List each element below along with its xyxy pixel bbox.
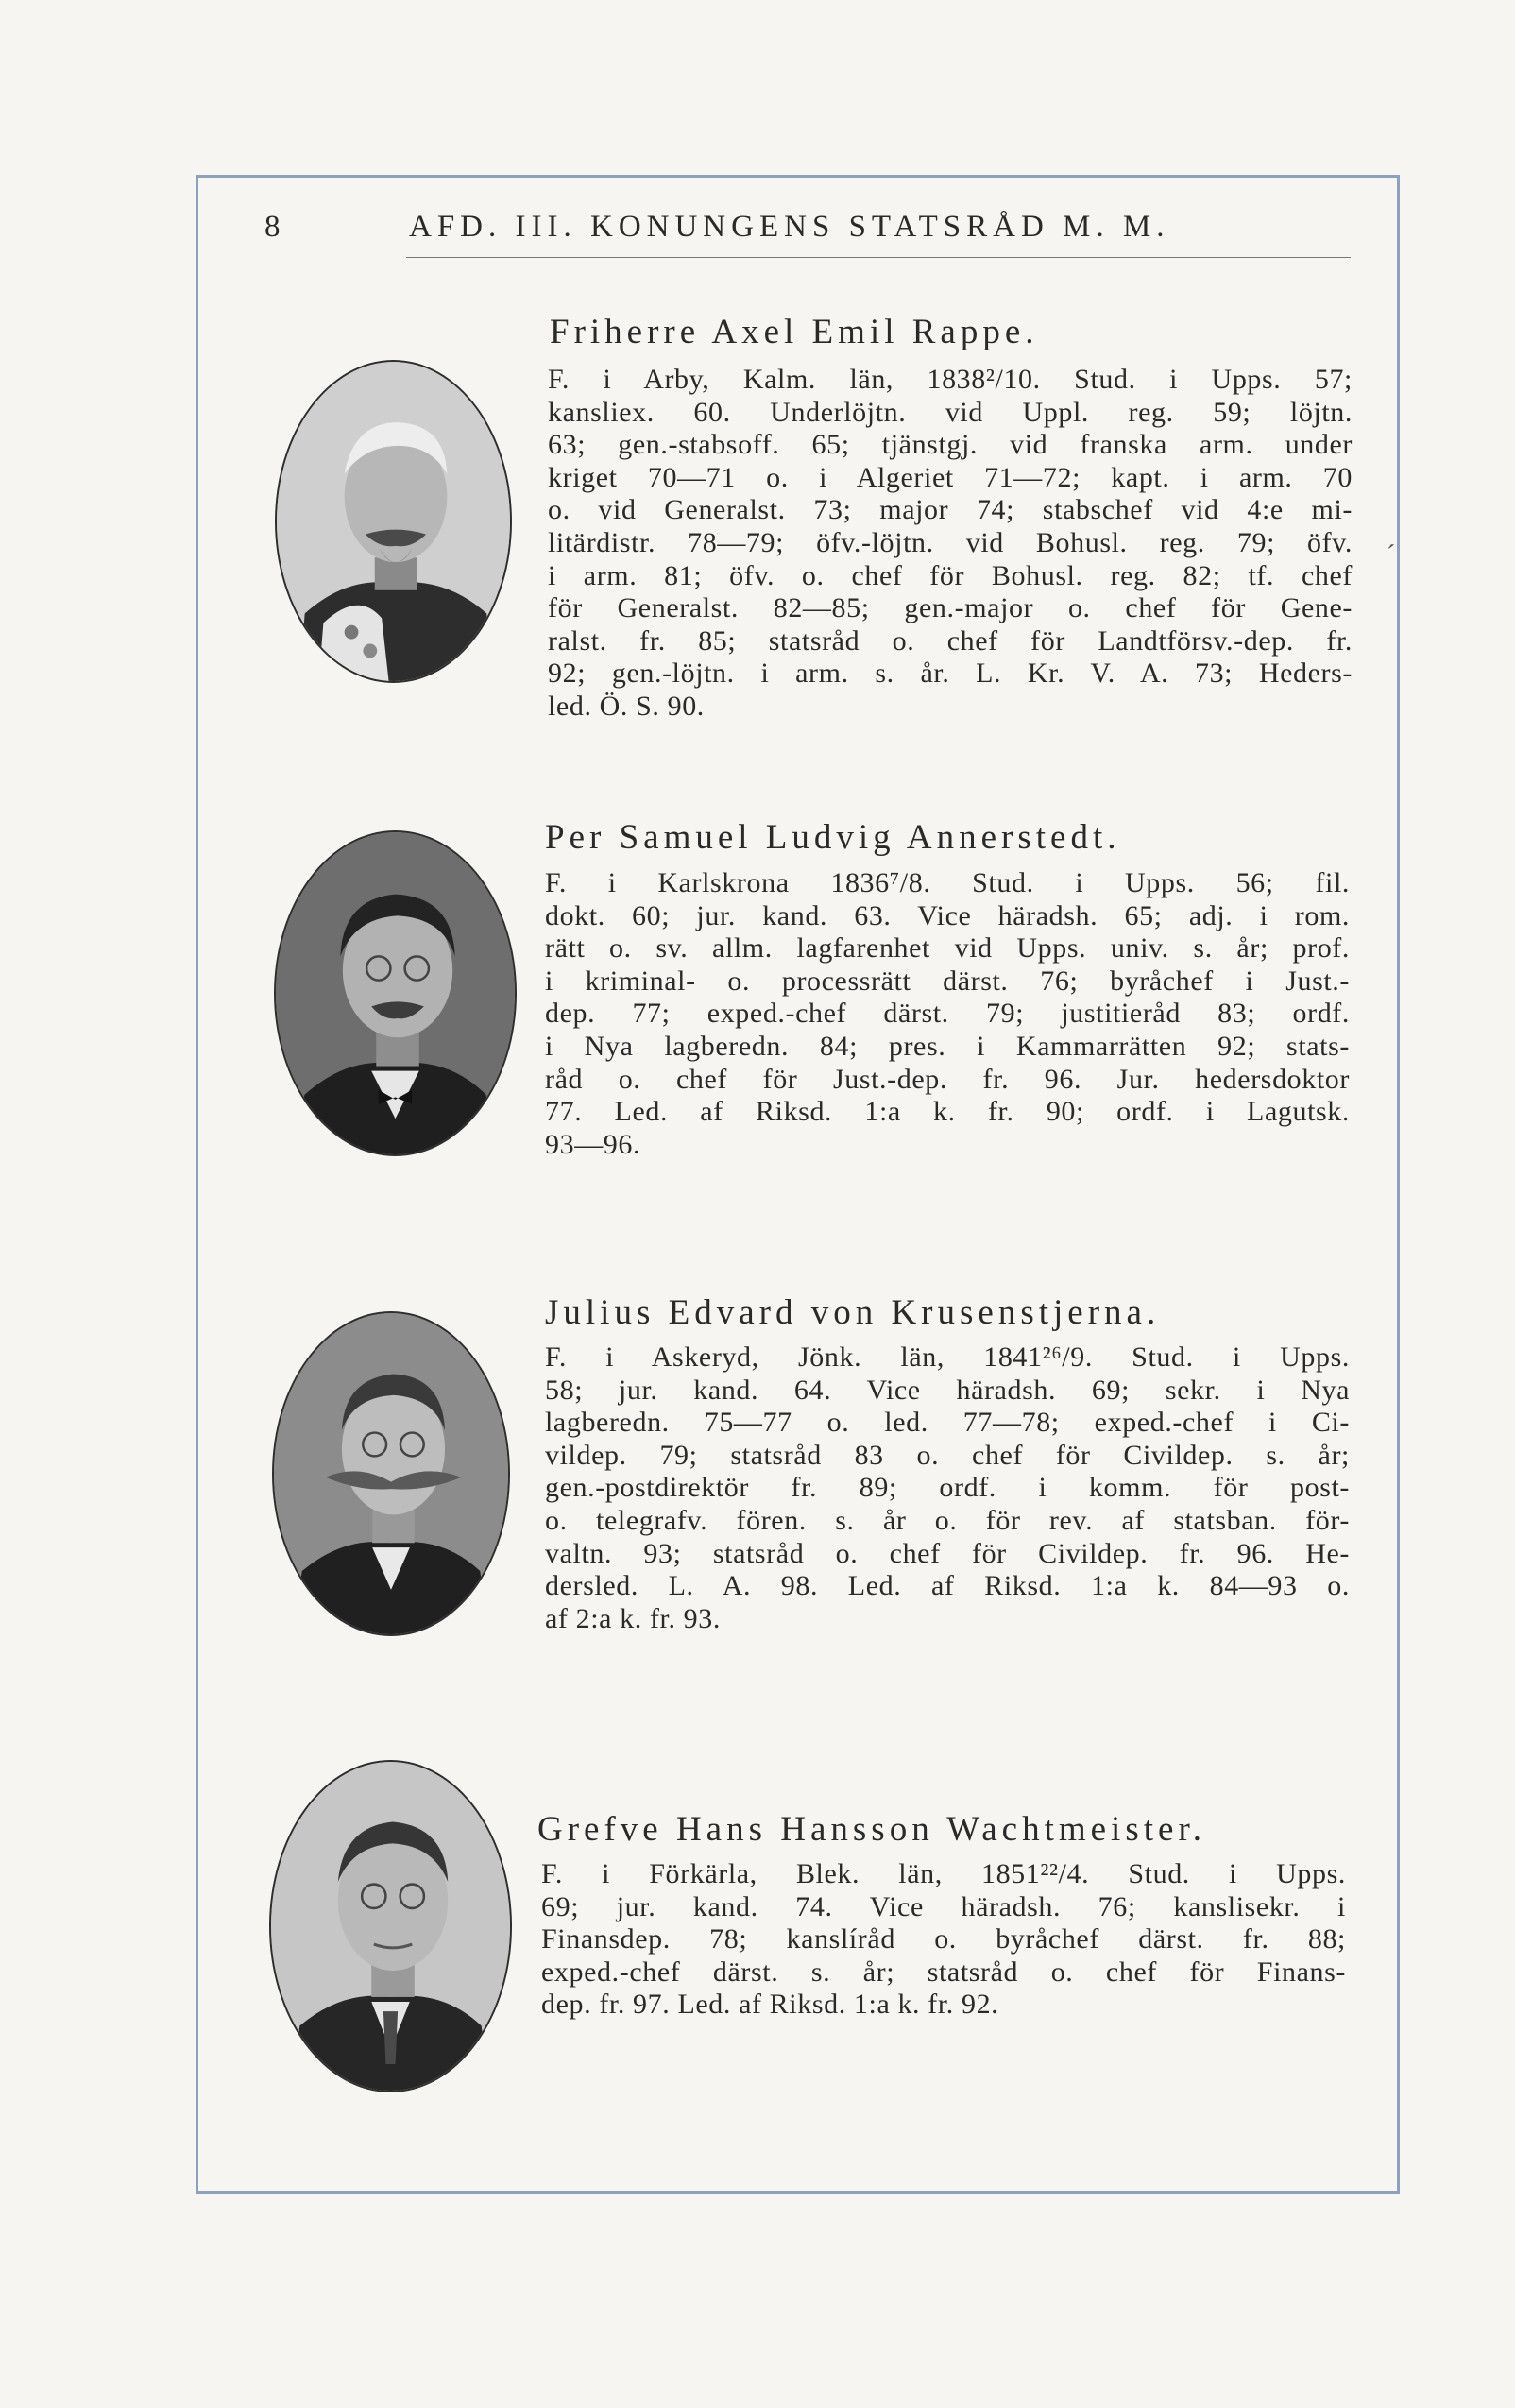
- bio-line: ralst. fr. 85; statsråd o. chef för Landtförsv.-dep. fr.: [548, 624, 1353, 657]
- running-title: AFD. III. KONUNGENS STATSRÅD M. M.: [409, 210, 1170, 244]
- bio-line: 58; jur. kand. 64. Vice häradsh. 69; sekr. i Nya: [545, 1374, 1350, 1406]
- bio-line: led. Ö. S. 90.: [548, 690, 705, 722]
- portrait-krusenstjerna: [272, 1311, 510, 1636]
- bio-line: kansliex. 60. Underlöjtn. vid Uppl. reg. 59; löjtn.: [548, 396, 1353, 428]
- bio-line: i kriminal- o. processrätt därst. 76; byråchef i Just.-: [545, 965, 1350, 997]
- page-number: 8: [264, 210, 285, 244]
- bio-line: i arm. 81; öfv. o. chef för Bohusl. reg. 82; tf. chef: [548, 559, 1353, 591]
- bio-line: vildep. 79; statsråd 83 o. chef för Civildep. s. år;: [545, 1439, 1350, 1471]
- header-rule: [406, 257, 1351, 258]
- bio-line: dokt. 60; jur. kand. 63. Vice häradsh. 65; adj. i rom.: [545, 899, 1350, 931]
- bio-line: 93—96.: [545, 1128, 641, 1160]
- bio-line: råd o. chef för Just.-dep. fr. 96. Jur. hedersdoktor: [545, 1063, 1350, 1095]
- bio-line: för Generalst. 82—85; gen.-major o. chef för Gene-: [548, 592, 1353, 624]
- entry-name: Julius Edvard von Krusenstjerna.: [545, 1293, 1161, 1332]
- entry-bio: [545, 867, 1350, 1161]
- entry-bio: [541, 1858, 1346, 2022]
- bio-line: F. i Askeryd, Jönk. län, 1841²⁶/9. Stud. i Upps.: [545, 1341, 1350, 1373]
- bio-line: litärdistr. 78—79; öfv.-löjtn. vid Bohusl. reg. 79; öfv.: [548, 526, 1353, 558]
- bio-line: F. i Arby, Kalm. län, 1838²/10. Stud. i Upps. 57;: [548, 364, 1353, 395]
- bio-line: af 2:a k. fr. 93.: [545, 1602, 721, 1634]
- bio-line: lagberedn. 75—77 o. led. 77—78; exped.-chef i Ci-: [545, 1407, 1350, 1439]
- entry-name: Per Samuel Ludvig Annerstedt.: [545, 818, 1121, 857]
- bio-line: valtn. 93; statsråd o. chef för Civildep. fr. 96. He-: [545, 1537, 1350, 1569]
- bio-line: 92; gen.-löjtn. i arm. s. år. L. Kr. V. A. 73; Heders-: [548, 658, 1353, 690]
- bio-line: F. i Karlskrona 1836⁷/8. Stud. i Upps. 56; fil.: [545, 867, 1350, 898]
- bio-line: rätt o. sv. allm. lagfarenhet vid Upps. univ. s. år; prof.: [545, 932, 1350, 965]
- bio-line: 77. Led. af Riksd. 1:a k. fr. 90; ordf. i Lagutsk.: [545, 1096, 1350, 1128]
- entry-bio: [545, 1341, 1350, 1635]
- entry-name: Friherre Axel Emil Rappe.: [550, 313, 1039, 351]
- bio-line: F. i Förkärla, Blek. län, 1851²²/4. Stud. i Upps.: [541, 1858, 1346, 1889]
- entry-bio: [548, 364, 1353, 724]
- portrait-wachtmeister: [269, 1760, 512, 2092]
- portrait-rappe: [275, 360, 512, 683]
- margin-mark: ´: [1387, 540, 1396, 570]
- bio-line: i Nya lagberedn. 84; pres. i Kammarrätten 92; stats-: [545, 1030, 1350, 1062]
- bio-line: exped.-chef därst. s. år; statsråd o. chef för Finans-: [541, 1955, 1346, 1988]
- bio-line: gen.-postdirektör fr. 89; ordf. i komm. för post-: [545, 1472, 1350, 1504]
- bio-line: 69; jur. kand. 74. Vice häradsh. 76; kanslisekr. i: [541, 1890, 1346, 1922]
- bio-line: kriget 70—71 o. i Algeriet 71—72; kapt. i arm. 70: [548, 461, 1353, 493]
- bio-line: dep. 77; exped.-chef därst. 79; justitieråd 83; ordf.: [545, 998, 1350, 1030]
- bio-line: dersled. L. A. 98. Led. af Riksd. 1:a k. 84—93 o.: [545, 1570, 1350, 1602]
- entry-name: Grefve Hans Hansson Wachtmeister.: [537, 1810, 1206, 1849]
- bio-line: o. telegrafv. fören. s. år o. för rev. af statsban. för-: [545, 1504, 1350, 1536]
- bio-line: Finansdep. 78; kanslíråd o. byråchef därst. fr. 88;: [541, 1923, 1346, 1955]
- bio-line: o. vid Generalst. 73; major 74; stabschef vid 4:e mi-: [548, 494, 1353, 526]
- portrait-annerstedt: [274, 830, 517, 1156]
- bio-line: 63; gen.-stabsoff. 65; tjänstgj. vid franska arm. under: [548, 429, 1353, 461]
- bio-line: dep. fr. 97. Led. af Riksd. 1:a k. fr. 92.: [541, 1989, 999, 2021]
